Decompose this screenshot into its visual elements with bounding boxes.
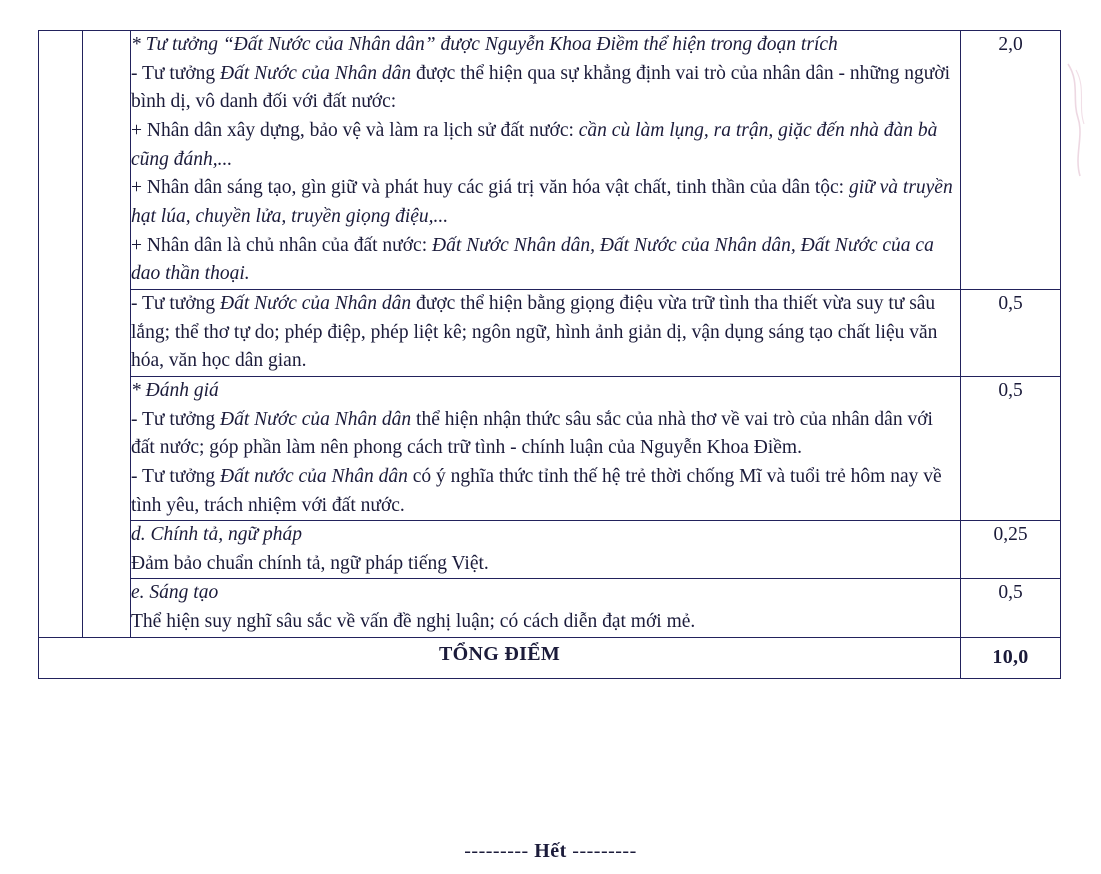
table-row <box>39 376 1061 520</box>
paragraph: + Nhân dân sáng tạo, gìn giữ và phát huy các giá trị văn hóa vật chất, tinh thần của dân tộc: giữ và truyền hạt lúa, chuyền lửa, truyền giọng điệu,... <box>131 177 953 227</box>
total-row <box>39 637 1061 678</box>
paragraph: + Nhân dân xây dựng, bảo vệ và làm ra lịch sử đất nước: cần cù làm lụng, ra trận, giặc đến nhà đàn bà cũng đánh,... <box>131 119 938 170</box>
paragraph: - Tư tưởng Đất nước của Nhân dân có ý nghĩa thức tỉnh thế hệ trẻ thời chống Mĩ và tuổi trẻ hôm nay về tình yêu, trách nhiệm với đất nước. <box>131 465 942 516</box>
grading-table <box>38 30 1061 679</box>
paragraph: - Tư tưởng Đất Nước của Nhân dân được thể hiện bằng giọng điệu vừa trữ tình tha thiết vừa suy tư sâu lắng; thể thơ tự do; phép điệp, phép liệt kê; ngôn ngữ, hình ảnh giản dị, vận dụng sáng tạo chất liệu văn hóa, văn học dân gian. <box>131 292 938 372</box>
score-cell: 0,5 <box>961 376 1061 520</box>
answer-content-chinh-ta <box>131 521 961 579</box>
table-row <box>39 521 1061 579</box>
paragraph: + Nhân dân là chủ nhân của đất nước: Đất Nước Nhân dân, Đất Nước của Nhân dân, Đất Nước của ca dao thần thoại. <box>131 234 934 285</box>
score-cell: 0,5 <box>961 289 1061 376</box>
question-number-cell <box>39 31 83 638</box>
answer-content-giong-dieu <box>131 289 961 376</box>
paragraph: d. Chính tả, ngữ pháp <box>131 524 302 546</box>
table-row <box>39 579 1061 637</box>
end-note-suffix: --------- <box>572 840 637 862</box>
paragraph: - Tư tưởng Đất Nước của Nhân dân thể hiện nhận thức sâu sắc của nhà thơ về vai trò của nhân dân với đất nước; góp phần làm nên phong cách trữ tình - chính luận của Nguyễn Khoa Điềm. <box>131 408 933 459</box>
question-part-cell <box>83 31 131 638</box>
paragraph: * Đánh giá <box>131 379 219 401</box>
scan-artifact <box>1058 60 1094 180</box>
paragraph: Thể hiện suy nghĩ sâu sắc về vấn đề nghị luận; có cách diễn đạt mới mẻ. <box>131 611 696 633</box>
answer-content-danh-gia <box>131 376 961 520</box>
paragraph: e. Sáng tạo <box>131 582 219 604</box>
end-note-prefix: --------- <box>464 840 529 862</box>
end-note-text: Hết <box>534 840 567 862</box>
answer-content-sang-tao <box>131 579 961 637</box>
score-cell: 2,0 <box>961 31 1061 290</box>
score-cell: 0,5 <box>961 579 1061 637</box>
paragraph: - Tư tưởng Đất Nước của Nhân dân được thể hiện qua sự khẳng định vai trò của nhân dân - những người bình dị, vô danh đối với đất nước: <box>131 62 951 113</box>
table-row <box>39 289 1061 376</box>
paragraph: Đảm bảo chuẩn chính tả, ngữ pháp tiếng Việt. <box>131 552 489 574</box>
paragraph: * Tư tưởng “Đất Nước của Nhân dân” được Nguyễn Khoa Điềm thể hiện trong đoạn trích <box>131 34 838 55</box>
answer-content-tu-tuong <box>131 31 961 290</box>
total-label: TỔNG ĐIỂM <box>39 637 961 678</box>
total-score: 10,0 <box>961 637 1061 678</box>
end-note <box>0 840 1101 863</box>
table-row <box>39 31 1061 290</box>
score-cell: 0,25 <box>961 521 1061 579</box>
